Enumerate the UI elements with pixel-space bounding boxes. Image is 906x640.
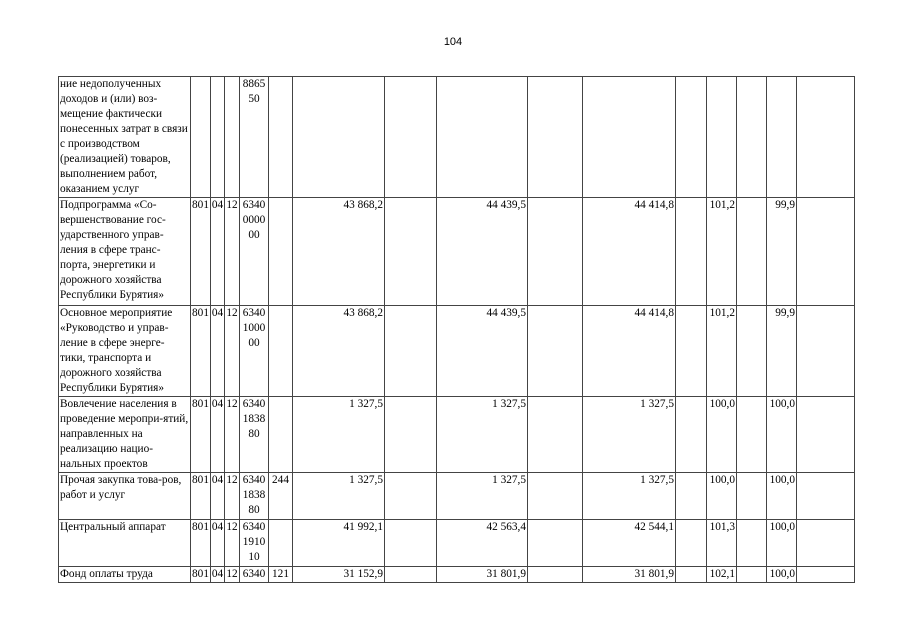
subsection-code: 12 <box>225 520 240 567</box>
executed-amount: 44 414,8 <box>583 198 676 306</box>
target-article-code: 6340 1838 80 <box>240 473 269 520</box>
refined-amount: 44 439,5 <box>437 306 528 397</box>
table-row <box>59 198 855 306</box>
empty-cell <box>737 473 767 520</box>
empty-cell <box>528 397 583 473</box>
expense-type-code: 244 <box>269 473 293 520</box>
empty-cell <box>528 306 583 397</box>
empty-cell <box>737 520 767 567</box>
approved-amount: 31 152,9 <box>293 567 385 583</box>
expense-type-code <box>269 306 293 397</box>
expense-type-code <box>269 198 293 306</box>
row-name: Подпрограмма «Со-вершенствование гос-ударственного управ-ления в сфере транс-порта, энергетики и дорожного хозяйства Республики Бурятия» <box>59 198 191 306</box>
percent-of-approved: 100,0 <box>707 473 737 520</box>
percent-of-approved: 101,3 <box>707 520 737 567</box>
grbs-code: 801 <box>191 473 211 520</box>
empty-cell <box>676 397 707 473</box>
empty-cell <box>676 473 707 520</box>
executed-amount: 44 414,8 <box>583 306 676 397</box>
subsection-code: 12 <box>225 306 240 397</box>
executed-amount <box>583 77 676 198</box>
percent-of-approved: 101,2 <box>707 306 737 397</box>
refined-amount: 1 327,5 <box>437 397 528 473</box>
row-name: Прочая закупка това-ров, работ и услуг <box>59 473 191 520</box>
executed-amount: 31 801,9 <box>583 567 676 583</box>
section-code: 04 <box>211 397 225 473</box>
expense-type-code <box>269 520 293 567</box>
empty-cell <box>528 520 583 567</box>
grbs-code <box>191 77 211 198</box>
refined-amount <box>437 77 528 198</box>
row-name: Вовлечение населения в проведение меропри-ятий, направленных на реализацию нацио-нальных проектов <box>59 397 191 473</box>
percent-of-refined: 100,0 <box>767 397 797 473</box>
empty-cell <box>797 198 855 306</box>
section-code: 04 <box>211 198 225 306</box>
empty-cell <box>528 567 583 583</box>
empty-cell <box>737 567 767 583</box>
subsection-code: 12 <box>225 473 240 520</box>
percent-of-refined: 100,0 <box>767 473 797 520</box>
approved-amount: 41 992,1 <box>293 520 385 567</box>
empty-cell <box>797 397 855 473</box>
executed-amount: 42 544,1 <box>583 520 676 567</box>
row-name: Центральный аппарат <box>59 520 191 567</box>
refined-amount: 44 439,5 <box>437 198 528 306</box>
subsection-code: 12 <box>225 198 240 306</box>
table-row <box>59 473 855 520</box>
empty-cell <box>797 77 855 198</box>
empty-cell <box>676 567 707 583</box>
grbs-code: 801 <box>191 198 211 306</box>
percent-of-refined: 100,0 <box>767 567 797 583</box>
percent-of-approved <box>707 77 737 198</box>
subsection-code: 12 <box>225 397 240 473</box>
empty-cell <box>676 77 707 198</box>
executed-amount: 1 327,5 <box>583 397 676 473</box>
target-article-code: 8865 50 <box>240 77 269 198</box>
target-article-code: 6340 1000 00 <box>240 306 269 397</box>
section-code <box>211 77 225 198</box>
row-name: Основное мероприятие «Руководство и управ-ление в сфере энерге-тики, транспорта и дорожного хозяйства Республики Бурятия» <box>59 306 191 397</box>
expense-type-code: 121 <box>269 567 293 583</box>
subsection-code: 12 <box>225 567 240 583</box>
approved-amount <box>293 77 385 198</box>
grbs-code: 801 <box>191 520 211 567</box>
grbs-code: 801 <box>191 567 211 583</box>
table-row <box>59 397 855 473</box>
empty-cell <box>385 77 437 198</box>
table-row <box>59 77 855 198</box>
expense-type-code <box>269 397 293 473</box>
empty-cell <box>737 198 767 306</box>
approved-amount: 43 868,2 <box>293 198 385 306</box>
target-article-code: 6340 0000 00 <box>240 198 269 306</box>
empty-cell <box>797 473 855 520</box>
empty-cell <box>528 198 583 306</box>
grbs-code: 801 <box>191 306 211 397</box>
executed-amount: 1 327,5 <box>583 473 676 520</box>
empty-cell <box>385 397 437 473</box>
percent-of-approved: 101,2 <box>707 198 737 306</box>
percent-of-refined <box>767 77 797 198</box>
empty-cell <box>385 306 437 397</box>
section-code: 04 <box>211 567 225 583</box>
refined-amount: 1 327,5 <box>437 473 528 520</box>
table-row <box>59 567 855 583</box>
percent-of-approved: 100,0 <box>707 397 737 473</box>
empty-cell <box>385 473 437 520</box>
target-article-code: 6340 <box>240 567 269 583</box>
subsection-code <box>225 77 240 198</box>
expense-type-code <box>269 77 293 198</box>
section-code: 04 <box>211 306 225 397</box>
percent-of-refined: 100,0 <box>767 520 797 567</box>
table-row <box>59 306 855 397</box>
empty-cell <box>528 473 583 520</box>
empty-cell <box>385 567 437 583</box>
approved-amount: 1 327,5 <box>293 397 385 473</box>
approved-amount: 1 327,5 <box>293 473 385 520</box>
empty-cell <box>797 567 855 583</box>
empty-cell <box>737 77 767 198</box>
target-article-code: 6340 1838 80 <box>240 397 269 473</box>
empty-cell <box>385 520 437 567</box>
row-name: ние недополученных доходов и (или) воз-мещение фактически понесенных затрат в связи с производством (реализацией) товаров, выполнением работ, оказанием услуг <box>59 77 191 198</box>
table-row <box>59 520 855 567</box>
approved-amount: 43 868,2 <box>293 306 385 397</box>
refined-amount: 31 801,9 <box>437 567 528 583</box>
percent-of-refined: 99,9 <box>767 306 797 397</box>
empty-cell <box>797 306 855 397</box>
grbs-code: 801 <box>191 397 211 473</box>
target-article-code: 6340 1910 10 <box>240 520 269 567</box>
empty-cell <box>676 306 707 397</box>
row-name: Фонд оплаты труда <box>59 567 191 583</box>
empty-cell <box>385 198 437 306</box>
page-number: 104 <box>443 36 463 48</box>
percent-of-approved: 102,1 <box>707 567 737 583</box>
percent-of-refined: 99,9 <box>767 198 797 306</box>
empty-cell <box>528 77 583 198</box>
budget-table-body <box>59 77 855 583</box>
section-code: 04 <box>211 473 225 520</box>
empty-cell <box>676 198 707 306</box>
empty-cell <box>676 520 707 567</box>
refined-amount: 42 563,4 <box>437 520 528 567</box>
empty-cell <box>797 520 855 567</box>
empty-cell <box>737 397 767 473</box>
budget-table <box>58 76 855 583</box>
empty-cell <box>737 306 767 397</box>
section-code: 04 <box>211 520 225 567</box>
